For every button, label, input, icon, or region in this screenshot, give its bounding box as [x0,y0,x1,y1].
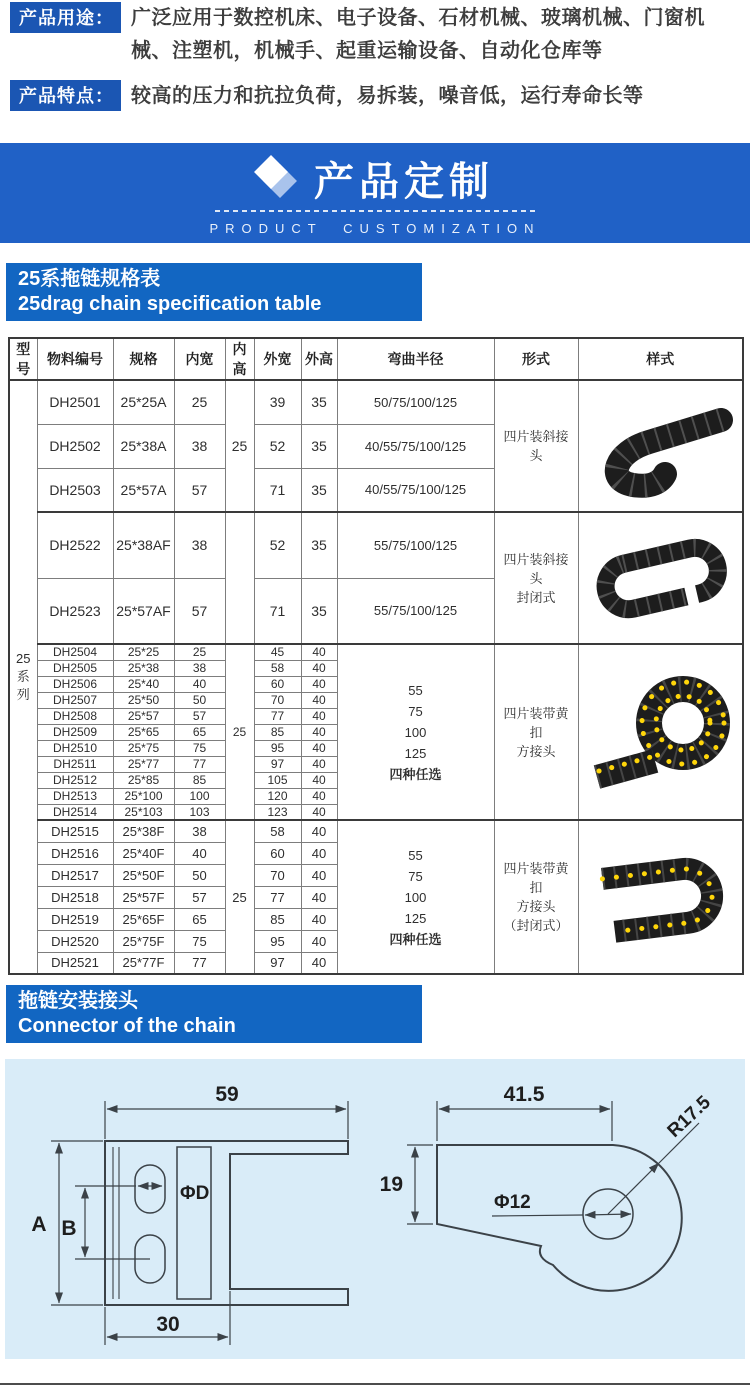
cell-spec: 25*38 [113,660,174,676]
bottom-divider [0,1383,750,1387]
cell-outer-width: 71 [254,468,301,512]
cell-outer-width: 95 [254,930,301,952]
connector-title-cn: 拖链安装接头 [18,990,138,1012]
cell-code: DH2515 [37,820,113,842]
cell-outer-width: 58 [254,660,301,676]
features-row [10,80,742,113]
banner-divider [215,210,535,212]
cell-code: DH2523 [37,578,113,644]
cell-spec: 25*50F [113,864,174,886]
cell-outer-height: 40 [301,864,337,886]
column-header: 内宽 [174,338,225,380]
cell-outer-height: 40 [301,772,337,788]
cell-code: DH2502 [37,424,113,468]
series-cell: 25 系列 [9,380,37,974]
cell-outer-height: 35 [301,578,337,644]
diamond-icon [256,157,298,199]
cell-outer-width: 77 [254,886,301,908]
cell-inner-width: 40 [174,676,225,692]
cell-outer-width: 70 [254,864,301,886]
usage-row [10,2,742,68]
cell-style-image [578,380,743,512]
cell-spec: 25*57AF [113,578,174,644]
cell-code: DH2519 [37,908,113,930]
cell-outer-width: 105 [254,772,301,788]
cell-outer-height: 40 [301,842,337,864]
cell-outer-height: 40 [301,804,337,820]
spec-title-cn: 25系拖链规格表 [18,268,161,290]
cell-outer-height: 40 [301,820,337,842]
cell-outer-width: 97 [254,756,301,772]
column-header: 型号 [9,338,37,380]
column-header: 规格 [113,338,174,380]
cell-spec: 25*50 [113,692,174,708]
usage-label: 产品用途： [10,2,121,33]
cell-bend-radius: 55/75/100/125 [337,578,494,644]
cell-inner-width: 25 [174,644,225,660]
cell-spec: 25*38AF [113,512,174,578]
cell-outer-height: 35 [301,424,337,468]
cell-spec: 25*25A [113,380,174,424]
cell-inner-width: 50 [174,692,225,708]
cell-inner-width: 57 [174,468,225,512]
cell-style-image [578,820,743,974]
cell-outer-width: 70 [254,692,301,708]
table-row [9,644,743,660]
cell-inner-width: 75 [174,740,225,756]
cell-spec: 25*57A [113,468,174,512]
column-header: 弯曲半径 [337,338,494,380]
dim-hole-pitch: B [61,1217,77,1240]
cell-bend-radius: 40/55/75/100/125 [337,424,494,468]
connector-title-en: Connector of the chain [18,1015,236,1037]
cell-spec: 25*103 [113,804,174,820]
usage-text: 广泛应用于数控机床、电子设备、石材机械、玻璃机械、门窗机械、注塑机，机械手、起重运输设备、自动化仓库等 [131,7,705,62]
banner-subtitle: PRODUCT CUSTOMIZATION [209,221,541,236]
table-header-row [9,338,743,380]
cell-code: DH2514 [37,804,113,820]
dim-lug-hole-diameter: Φ12 [494,1192,531,1213]
cell-outer-height: 40 [301,788,337,804]
cell-bend-radius: 55 75 100 125 四种任选 [337,644,494,820]
cell-form-type: 四片装带黄扣 方接头 （封闭式） [494,820,578,974]
table-row [9,512,743,578]
table-row [9,820,743,842]
cell-inner-width: 57 [174,708,225,724]
cell-inner-width: 25 [174,380,225,424]
features-label: 产品特点： [10,80,121,111]
cell-code: DH2506 [37,676,113,692]
cell-outer-height: 40 [301,908,337,930]
cell-outer-height: 40 [301,644,337,660]
chain-curl-dots-icon [581,673,741,791]
cell-spec: 25*38A [113,424,174,468]
cell-code: DH2504 [37,644,113,660]
cell-inner-width: 65 [174,724,225,740]
cell-spec: 25*65F [113,908,174,930]
table-row [9,380,743,424]
cell-bend-radius: 40/55/75/100/125 [337,468,494,512]
cell-inner-width: 38 [174,820,225,842]
cell-spec: 25*85 [113,772,174,788]
cell-spec: 25*38F [113,820,174,842]
cell-code: DH2509 [37,724,113,740]
connector-lug-drawing [380,1083,716,1291]
cell-inner-width: 85 [174,772,225,788]
cell-form-type: 四片装斜接头 [494,380,578,512]
cell-code: DH2516 [37,842,113,864]
spec-title-en: 25drag chain specification table [18,293,322,315]
dim-lug-side-height: 19 [379,1173,403,1196]
cell-inner-width: 75 [174,930,225,952]
cell-outer-height: 40 [301,660,337,676]
chain-open-icon [581,390,741,502]
features-text: 较高的压力和抗拉负荷，易拆装，噪音低，运行寿命长等 [131,85,644,107]
cell-code: DH2520 [37,930,113,952]
cell-outer-height: 35 [301,380,337,424]
cell-inner-height [225,512,254,644]
cell-outer-height: 35 [301,512,337,578]
dim-lug-corner-radius: R17.5 [663,1092,715,1142]
dim-overall-height: A [31,1213,47,1236]
banner-title: 产品定制 [314,159,494,204]
cell-inner-width: 38 [174,660,225,676]
cell-outer-width: 52 [254,512,301,578]
cell-form-type: 四片装斜接头 封闭式 [494,512,578,644]
dim-base-width: 30 [156,1313,180,1336]
cell-inner-width: 100 [174,788,225,804]
cell-inner-width: 77 [174,756,225,772]
intro-section [0,0,750,113]
cell-inner-height: 25 [225,820,254,974]
cell-code: DH2512 [37,772,113,788]
cell-spec: 25*57 [113,708,174,724]
cell-outer-height: 40 [301,740,337,756]
cell-outer-width: 97 [254,952,301,974]
cell-code: DH2521 [37,952,113,974]
cell-outer-width: 123 [254,804,301,820]
cell-inner-height: 25 [225,644,254,820]
cell-spec: 25*25 [113,644,174,660]
cell-style-image [578,512,743,644]
cell-outer-width: 120 [254,788,301,804]
cell-outer-width: 60 [254,842,301,864]
cell-style-image [578,644,743,820]
cell-outer-height: 40 [301,756,337,772]
cell-bend-radius: 55/75/100/125 [337,512,494,578]
cell-spec: 25*100 [113,788,174,804]
dim-lug-top-width: 41.5 [503,1083,545,1106]
cell-outer-height: 40 [301,724,337,740]
cell-spec: 25*77 [113,756,174,772]
cell-code: DH2518 [37,886,113,908]
chain-closed-icon [581,522,741,634]
cell-outer-height: 40 [301,886,337,908]
column-header: 样式 [578,338,743,380]
chain-u-dots-icon [581,838,741,956]
cell-bend-radius: 50/75/100/125 [337,380,494,424]
cell-inner-width: 57 [174,578,225,644]
cell-form-type: 四片装带黄扣 方接头 [494,644,578,820]
cell-outer-width: 77 [254,708,301,724]
cell-inner-width: 57 [174,886,225,908]
cell-code: DH2510 [37,740,113,756]
cell-outer-width: 52 [254,424,301,468]
customization-banner [0,143,750,243]
cell-code: DH2522 [37,512,113,578]
cell-spec: 25*40F [113,842,174,864]
cell-code: DH2511 [37,756,113,772]
column-header: 内高 [225,338,254,380]
cell-code: DH2508 [37,708,113,724]
cell-code: DH2513 [37,788,113,804]
technical-drawing [5,1059,745,1354]
cell-code: DH2507 [37,692,113,708]
spec-table [8,337,744,975]
cell-spec: 25*65 [113,724,174,740]
cell-outer-width: 45 [254,644,301,660]
cell-spec: 25*40 [113,676,174,692]
cell-inner-width: 40 [174,842,225,864]
cell-inner-height: 25 [225,380,254,512]
cell-outer-height: 35 [301,468,337,512]
cell-outer-width: 71 [254,578,301,644]
column-header: 物料编号 [37,338,113,380]
cell-outer-width: 39 [254,380,301,424]
cell-inner-width: 77 [174,952,225,974]
cell-inner-width: 38 [174,424,225,468]
cell-outer-width: 95 [254,740,301,756]
spec-section-header [6,263,422,321]
cell-outer-height: 40 [301,930,337,952]
cell-inner-width: 50 [174,864,225,886]
cell-outer-height: 40 [301,952,337,974]
cell-spec: 25*57F [113,886,174,908]
column-header: 形式 [494,338,578,380]
cell-spec: 25*75F [113,930,174,952]
cell-code: DH2503 [37,468,113,512]
drawing-panel [5,1059,745,1359]
cell-code: DH2517 [37,864,113,886]
cell-outer-width: 85 [254,908,301,930]
cell-outer-width: 58 [254,820,301,842]
cell-outer-width: 85 [254,724,301,740]
dim-hole-diameter: ΦD [180,1183,210,1204]
column-header: 外宽 [254,338,301,380]
connector-section-header [6,985,422,1043]
dim-top-width: 59 [215,1083,239,1106]
cell-spec: 25*75 [113,740,174,756]
cell-spec: 25*77F [113,952,174,974]
cell-outer-height: 40 [301,676,337,692]
cell-bend-radius: 55 75 100 125 四种任选 [337,820,494,974]
cell-outer-width: 60 [254,676,301,692]
cell-code: DH2505 [37,660,113,676]
spec-table-body [9,380,743,974]
connector-side-drawing [31,1083,348,1345]
cell-outer-height: 40 [301,692,337,708]
cell-inner-width: 38 [174,512,225,578]
column-header: 外高 [301,338,337,380]
cell-code: DH2501 [37,380,113,424]
cell-inner-width: 65 [174,908,225,930]
cell-outer-height: 40 [301,708,337,724]
cell-inner-width: 103 [174,804,225,820]
